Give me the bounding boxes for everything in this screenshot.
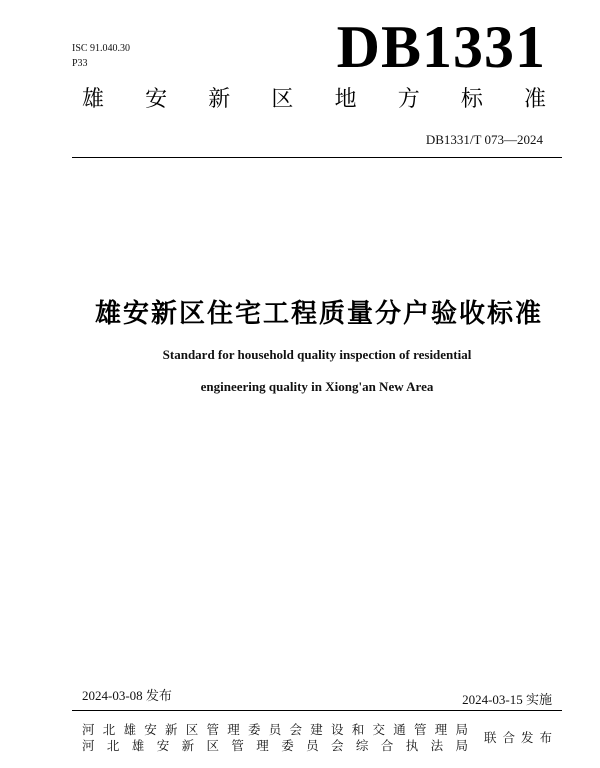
document-title-english-line-2: engineering quality in Xiong'an New Area xyxy=(200,379,434,394)
issuer-line: 河 北 雄 安 新 区 管 理 委 员 会 综 合 执 法 局 xyxy=(82,738,468,753)
document-number: DB1331/T 073—2024 xyxy=(425,132,543,147)
ics-code: ISC 91.040.30 xyxy=(72,43,131,54)
standard-type-heading: 雄 安 新 区 地 方 标 准 xyxy=(82,87,546,112)
document-title-chinese: 雄安新区住宅工程质量分户验收标准 xyxy=(94,299,543,329)
joint-release-label: 联 合 发 布 xyxy=(484,730,552,745)
publish-date: 2024-03-08 发布 xyxy=(82,688,172,703)
issuer-line: 河 北 雄 安 新 区 管 理 委 员 会 建 设 和 交 通 管 理 局 xyxy=(82,722,468,737)
ccs-code: P33 xyxy=(72,58,88,69)
footer-divider xyxy=(72,710,562,711)
implement-date: 2024-03-15 实施 xyxy=(462,692,552,707)
header-divider xyxy=(72,157,562,158)
standard-code-logo: DB1331 xyxy=(336,14,546,80)
document-title-english-line-1: Standard for household quality inspection of residential xyxy=(162,347,472,362)
